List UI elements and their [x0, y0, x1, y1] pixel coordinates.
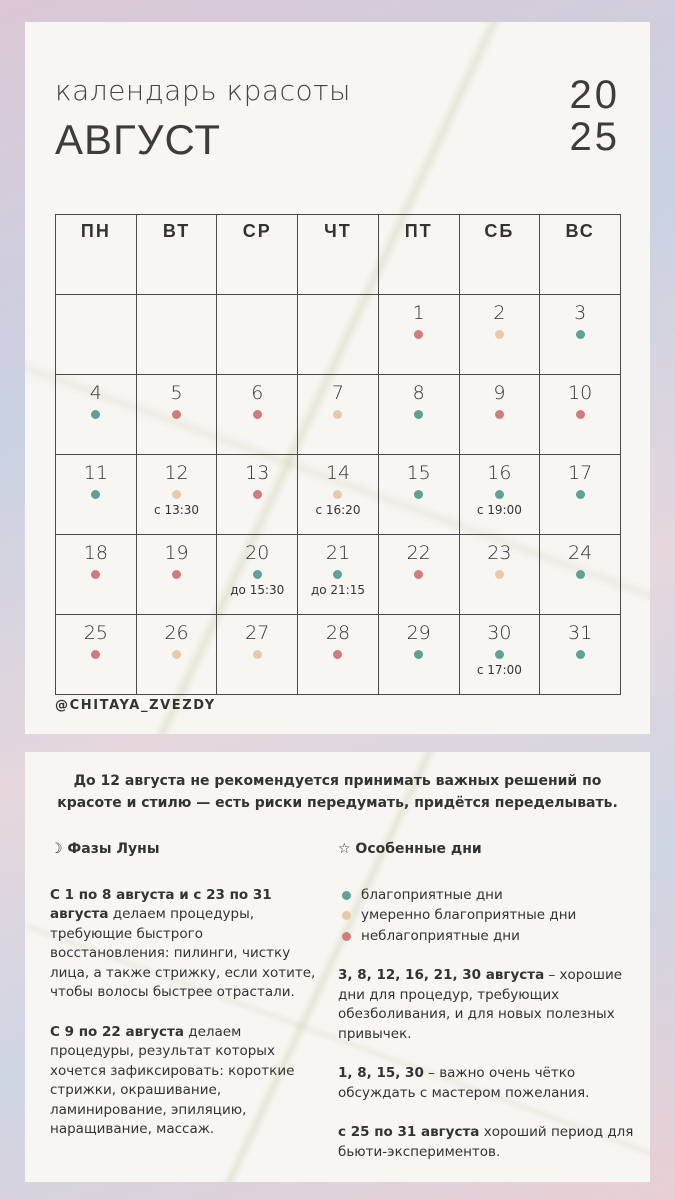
calendar-day-cell: [378, 535, 459, 615]
calendar-day-cell: [378, 615, 459, 695]
month-title: АВГУСТ: [55, 116, 222, 163]
day-number: 6: [251, 382, 264, 404]
weekday-header: СБ: [459, 215, 540, 295]
calendar-day-cell: [540, 375, 621, 455]
calendar-empty-cell: [298, 295, 379, 375]
day-status-dot-icon: [253, 410, 262, 419]
day-number: 12: [164, 462, 189, 484]
calendar-week-row: [56, 295, 621, 375]
moon-phases-heading: ☽ Фазы Луны: [50, 841, 160, 857]
day-number: 28: [325, 622, 351, 644]
calendar-day-cell: [56, 615, 137, 695]
day-number: 18: [83, 542, 108, 564]
day-status-dot-icon: [576, 490, 585, 499]
day-time-note: с 17:00: [476, 663, 522, 677]
day-number: 10: [568, 382, 593, 404]
day-status-dot-icon: [333, 650, 342, 659]
day-number: 30: [487, 622, 512, 644]
weekday-header: ВС: [540, 215, 621, 295]
calendar-day-cell: [540, 535, 621, 615]
special-paragraph-2: 1, 8, 15, 30 – важно очень чётко обсуждать с мастером пожелания.: [338, 1065, 590, 1101]
calendar-day-cell: [459, 295, 540, 375]
day-number: 20: [245, 542, 270, 564]
day-number: 2: [493, 302, 506, 324]
day-number: 5: [170, 382, 183, 404]
calendar-day-cell: [217, 455, 298, 535]
calendar-empty-cell: [56, 295, 137, 375]
calendar-day-cell: [378, 375, 459, 455]
calendar-empty-cell: [136, 295, 217, 375]
calendar-day-cell: [459, 375, 540, 455]
day-number: 26: [164, 622, 189, 644]
info-card: [25, 752, 650, 1182]
calendar-day-cell: [136, 615, 217, 695]
day-time-note: до 15:30: [230, 583, 285, 597]
day-status-dot-icon: [414, 410, 423, 419]
calendar-day-cell: [540, 615, 621, 695]
day-status-dot-icon: [414, 570, 423, 579]
moon-paragraph-1: С 1 по 8 августа и с 23 по 31 августа делаем процедуры, требующие быстрого восстановления: пилинги, чистку лица, а также стрижку, если хотите, чтобы волосы быстрее отрастали.: [50, 886, 316, 1000]
day-number: 24: [568, 542, 593, 564]
calendar-day-cell: [298, 535, 379, 615]
calendar-day-cell: [378, 455, 459, 535]
day-number: 31: [568, 622, 593, 644]
day-status-dot-icon: [414, 650, 423, 659]
calendar-grid: [55, 214, 621, 695]
calendar-day-cell: [217, 615, 298, 695]
day-number: 4: [89, 382, 102, 404]
day-status-dot-icon: [91, 650, 100, 659]
special-paragraph-3: с 25 по 31 августа хороший период для бьюти-экспериментов.: [338, 1124, 634, 1160]
day-number: 23: [487, 542, 512, 564]
day-number: 19: [164, 542, 189, 564]
calendar-week-row: [56, 455, 621, 535]
legend-moderate: умеренно благоприятные дни: [338, 906, 638, 926]
day-status-dot-icon: [172, 570, 181, 579]
day-number: 8: [412, 382, 425, 404]
calendar-day-cell: [136, 535, 217, 615]
day-status-dot-icon: [333, 570, 342, 579]
day-time-note: с 19:00: [476, 503, 522, 517]
day-number: 7: [331, 382, 344, 404]
day-status-dot-icon: [333, 490, 342, 499]
calendar-day-cell: [298, 375, 379, 455]
day-status-dot-icon: [576, 650, 585, 659]
day-status-dot-icon: [576, 570, 585, 579]
calendar-day-cell: [540, 455, 621, 535]
day-status-dot-icon: [91, 490, 100, 499]
day-status-dot-icon: [172, 490, 181, 499]
favorable-dot-icon: [342, 891, 351, 900]
moon-paragraph-2: С 9 по 22 августа делаем процедуры, результат которых хочется зафиксировать: короткие стрижки, окрашивание, ламинирование, эпиляцию, наращивание, массаж.: [50, 1023, 295, 1137]
special-days-section: [338, 840, 638, 1182]
calendar-week-row: [56, 615, 621, 695]
calendar-week-row: [56, 535, 621, 615]
calendar-day-cell: [217, 535, 298, 615]
year-top: 20: [569, 73, 620, 117]
day-number: 25: [83, 622, 108, 644]
day-number: 14: [325, 462, 351, 484]
day-status-dot-icon: [414, 330, 423, 339]
calendar-week-row: [56, 375, 621, 455]
day-number: 15: [406, 462, 431, 484]
intro-note: До 12 августа не рекомендуется принимать важных решений по красоте и стилю — есть риски передумать, придётся переделывать.: [57, 773, 618, 811]
calendar-day-cell: [459, 615, 540, 695]
calendar-card: [25, 22, 650, 734]
day-status-dot-icon: [495, 570, 504, 579]
calendar-day-cell: [459, 455, 540, 535]
calendar-empty-cell: [217, 295, 298, 375]
year-bottom: 25: [569, 115, 620, 159]
day-number: 11: [83, 462, 108, 484]
calendar-day-cell: [298, 615, 379, 695]
day-status-dot-icon: [172, 410, 181, 419]
calendar-day-cell: [56, 375, 137, 455]
weekday-header: СР: [217, 215, 298, 295]
day-status-dot-icon: [253, 490, 262, 499]
calendar-day-cell: [217, 375, 298, 455]
legend-favorable: благоприятные дни: [338, 886, 638, 906]
day-status-dot-icon: [576, 330, 585, 339]
day-status-dot-icon: [495, 410, 504, 419]
day-number: 27: [245, 622, 270, 644]
calendar-day-cell: [136, 455, 217, 535]
day-number: 17: [568, 462, 593, 484]
day-number: 9: [493, 382, 506, 404]
calendar-day-cell: [136, 375, 217, 455]
day-status-dot-icon: [495, 650, 504, 659]
weekday-header-row: [56, 215, 621, 295]
weekday-header: ПТ: [378, 215, 459, 295]
day-status-dot-icon: [576, 410, 585, 419]
day-status-dot-icon: [91, 410, 100, 419]
day-status-dot-icon: [495, 330, 504, 339]
day-status-dot-icon: [333, 410, 342, 419]
calendar-subtitle: календарь красоты: [55, 74, 351, 107]
day-status-dot-icon: [172, 650, 181, 659]
moon-phases-section: [50, 840, 320, 1160]
legend: [338, 886, 638, 947]
day-number: 29: [406, 622, 431, 644]
author-handle: @CHITAYA_ZVEZDY: [55, 698, 216, 713]
weekday-header: ПН: [56, 215, 137, 295]
day-status-dot-icon: [495, 490, 504, 499]
calendar-day-cell: [56, 535, 137, 615]
special-paragraph-1: 3, 8, 12, 16, 21, 30 августа – хорошие дни для процедур, требующих обезболивания, и для новых полезных привычек.: [338, 967, 623, 1042]
weekday-header: ЧТ: [298, 215, 379, 295]
calendar-day-cell: [56, 455, 137, 535]
weekday-header: ВТ: [136, 215, 217, 295]
day-number: 1: [412, 302, 425, 324]
day-status-dot-icon: [91, 570, 100, 579]
day-status-dot-icon: [253, 570, 262, 579]
day-status-dot-icon: [253, 650, 262, 659]
calendar-day-cell: [540, 295, 621, 375]
unfavorable-dot-icon: [342, 932, 351, 941]
day-number: 16: [487, 462, 512, 484]
day-number: 21: [325, 542, 351, 564]
legend-unfavorable: неблагоприятные дни: [338, 927, 638, 947]
day-number: 3: [574, 302, 587, 324]
calendar-day-cell: [378, 295, 459, 375]
day-number: 13: [245, 462, 270, 484]
year-label: [570, 74, 621, 158]
moderate-dot-icon: [342, 911, 351, 920]
day-time-note: до 21:15: [310, 583, 365, 597]
special-days-heading: ☆ Особенные дни: [338, 841, 482, 857]
day-time-note: с 13:30: [154, 503, 200, 517]
calendar-day-cell: [298, 455, 379, 535]
day-status-dot-icon: [414, 490, 423, 499]
calendar-day-cell: [459, 535, 540, 615]
day-number: 22: [406, 542, 431, 564]
day-time-note: с 16:20: [315, 503, 361, 517]
